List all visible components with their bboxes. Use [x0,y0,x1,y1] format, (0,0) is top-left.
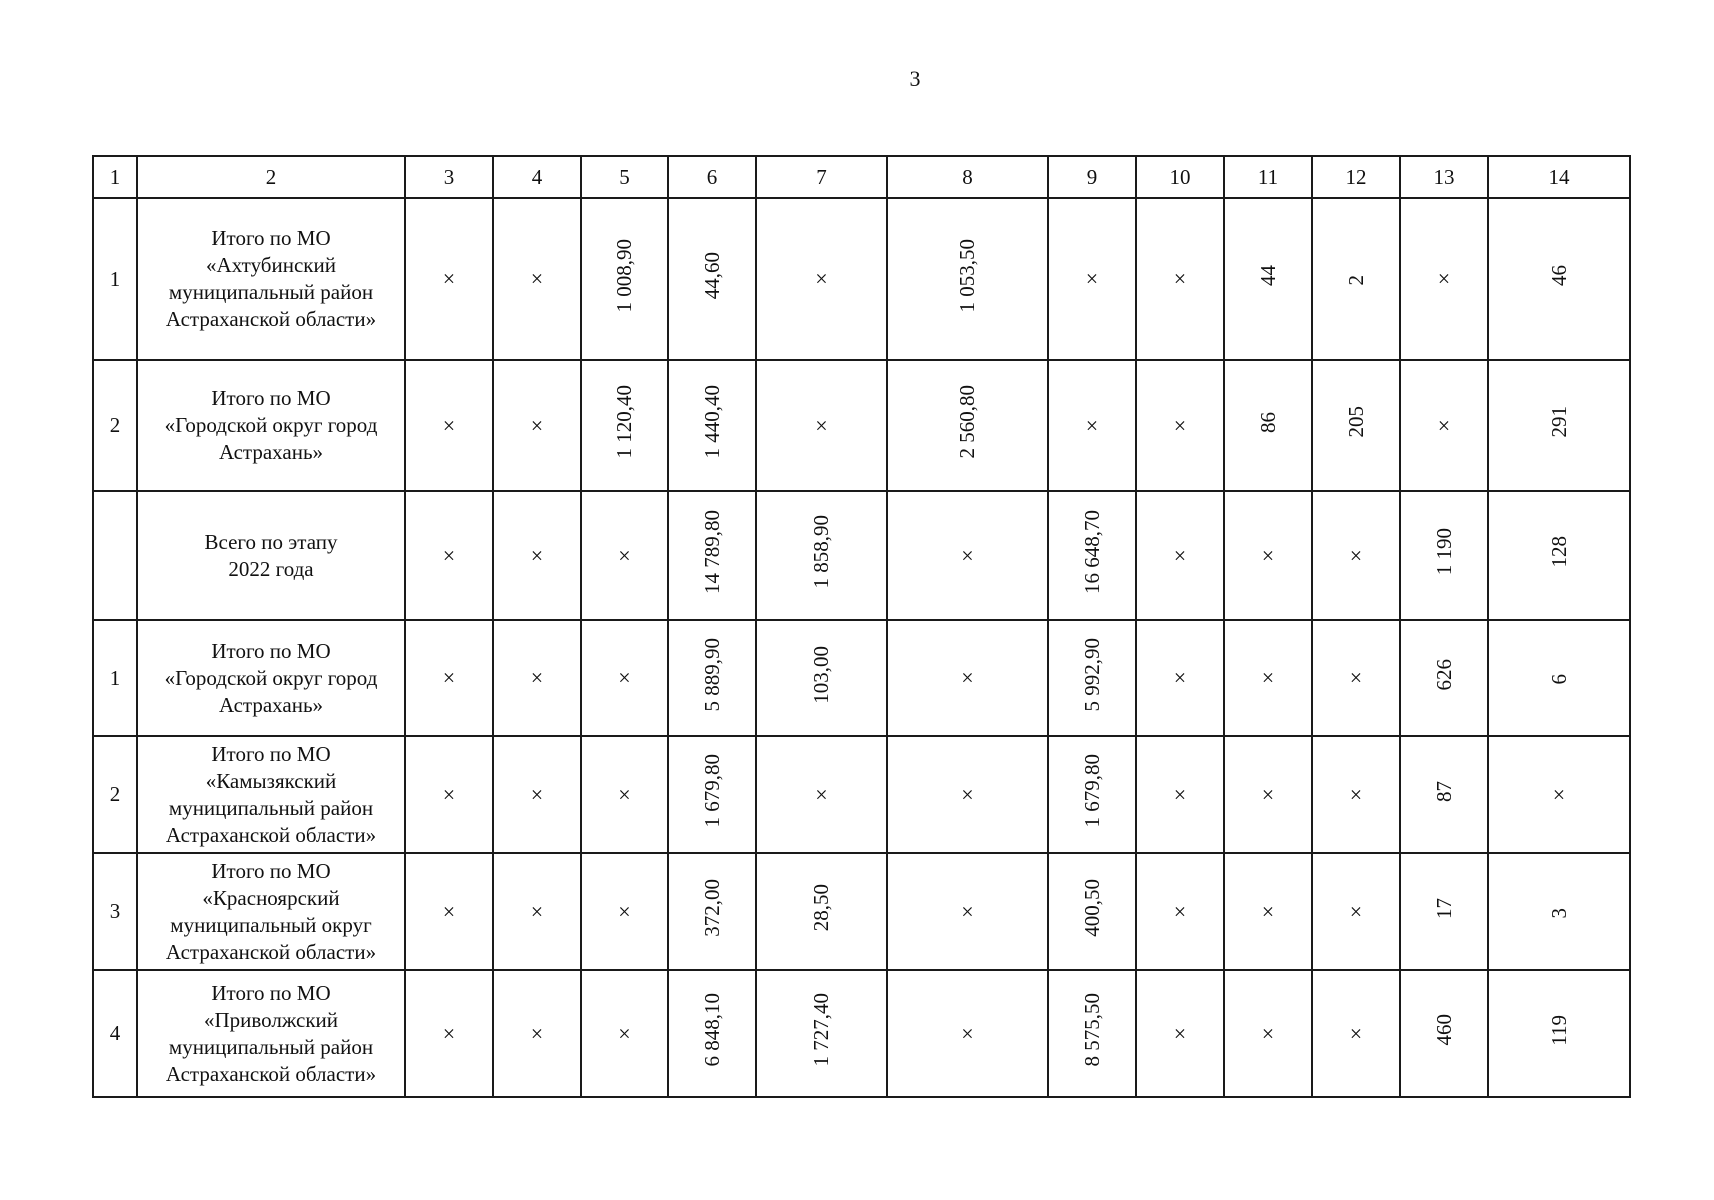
cell-value: × [618,665,631,690]
cell-col14 [1488,736,1630,853]
row-number: 2 [93,736,137,853]
cell-value: × [1349,781,1363,807]
cell-col7 [756,970,887,1097]
row-name [137,970,405,1097]
cell-col13 [1400,736,1488,853]
cell-col13 [1400,360,1488,491]
row-name-line: «Городской округ город [164,665,378,690]
row-name [137,853,405,970]
table-row [93,198,1630,360]
cell-col10 [1136,970,1224,1097]
cell-col7 [756,736,887,853]
cell-value: × [1085,266,1099,291]
cell-value: × [1437,412,1451,438]
cell-col3 [405,491,493,620]
cell-value: 44,60 [699,251,724,300]
row-name [137,360,405,491]
cell-col5 [581,491,668,620]
cell-value: 2 560,80 [955,385,979,459]
cell-value: 17 [1431,897,1456,919]
table-row [93,736,1630,853]
row-name-line: Итого по МО [211,858,331,883]
cell-value: × [1261,1020,1275,1046]
row-number [93,491,137,620]
cell-col14 [1488,198,1630,360]
cell-value: × [815,412,828,438]
cell-col7 [756,620,887,736]
cell-value: × [442,898,456,924]
cell-col10 [1136,853,1224,970]
cell-col12 [1312,620,1400,736]
cell-value: × [530,412,544,438]
cell-col12 [1312,853,1400,970]
cell-value: 46 [1546,265,1571,286]
row-name [137,198,405,360]
cell-col11 [1224,736,1312,853]
row-name-line: Итого по МО [211,386,331,410]
cell-value: 3 [1546,907,1571,918]
cell-col5 [581,620,668,736]
header-cell: 13 [1400,156,1488,198]
header-cell: 2 [137,156,405,198]
header-cell: 3 [405,156,493,198]
cell-value: 1 008,90 [612,238,636,313]
cell-col7 [756,491,887,620]
cell-value: × [961,1020,974,1046]
cell-col4 [493,736,581,853]
cell-col12 [1312,360,1400,491]
cell-value: × [1261,542,1275,568]
cell-col6 [668,198,756,360]
cell-value: × [530,781,544,807]
cell-value: 626 [1431,658,1456,691]
cell-value: 400,50 [1079,879,1104,937]
cell-col3 [405,198,493,360]
cell-value: 1 679,80 [699,754,724,828]
row-name-line: «Городской округ город [164,413,378,437]
table-row [93,491,1630,620]
cell-col6 [668,491,756,620]
cell-col9 [1048,360,1136,491]
cell-value: × [1349,898,1363,924]
cell-value: × [1261,898,1275,924]
cell-value: 5 889,90 [699,637,724,712]
row-name-line: Итого по МО [211,980,331,1005]
cell-value: × [961,781,974,807]
header-cell: 6 [668,156,756,198]
cell-value: × [1349,1020,1363,1046]
row-name-line: Астраханской области» [165,1061,377,1086]
cell-col9 [1048,491,1136,620]
row-name-line: муниципальный район [168,1034,374,1059]
row-number: 1 [93,620,137,736]
header-cell: 10 [1136,156,1224,198]
row-name-line: «Красноярский [202,885,340,910]
cell-value: 1 120,40 [612,385,636,459]
cell-value: × [530,266,544,291]
cell-col11 [1224,198,1312,360]
cell-col4 [493,970,581,1097]
header-cell: 1 [93,156,137,198]
cell-col8 [887,853,1048,970]
cell-col12 [1312,970,1400,1097]
cell-value: × [530,542,544,568]
cell-col9 [1048,198,1136,360]
cell-value: 1 679,80 [1079,754,1104,828]
cell-col7 [756,360,887,491]
header-cell: 5 [581,156,668,198]
cell-value: × [1437,266,1451,291]
row-name [137,620,405,736]
cell-col6 [668,853,756,970]
cell-value: 6 848,10 [699,993,724,1067]
cell-col10 [1136,491,1224,620]
row-name-line: муниципальный округ [170,912,372,937]
cell-value: × [442,412,456,438]
cell-col6 [668,736,756,853]
cell-col5 [581,853,668,970]
cell-col11 [1224,620,1312,736]
cell-value: × [442,266,456,291]
cell-value: × [530,665,544,690]
cell-col11 [1224,853,1312,970]
cell-value: × [1173,266,1187,291]
cell-value: × [961,542,974,568]
cell-value: × [1349,665,1363,690]
cell-col5 [581,736,668,853]
row-number: 3 [93,853,137,970]
cell-value: × [1173,542,1187,568]
cell-value: × [1349,542,1363,568]
cell-value: × [618,1020,631,1046]
cell-col14 [1488,853,1630,970]
cell-col12 [1312,736,1400,853]
row-name-line: муниципальный район [168,795,374,820]
cell-value: × [1173,1020,1187,1046]
cell-value: × [815,781,828,807]
cell-value: × [961,898,974,924]
cell-col4 [493,491,581,620]
cell-col10 [1136,620,1224,736]
cell-col8 [887,198,1048,360]
cell-col11 [1224,970,1312,1097]
cell-col10 [1136,736,1224,853]
cell-col4 [493,198,581,360]
cell-value: 6 [1546,674,1571,685]
cell-value: × [1085,412,1099,438]
header-cell: 14 [1488,156,1630,198]
cell-value: 8 575,50 [1079,993,1104,1067]
header-cell: 7 [756,156,887,198]
cell-col7 [756,198,887,360]
cell-value: 87 [1431,780,1456,802]
row-number: 4 [93,970,137,1097]
cell-value: 1 727,40 [809,993,833,1067]
cell-value: 460 [1431,1014,1456,1046]
cell-value: 119 [1546,1014,1571,1046]
cell-value: × [1173,412,1187,438]
cell-col8 [887,736,1048,853]
table-row [93,970,1630,1097]
cell-col8 [887,491,1048,620]
cell-col14 [1488,360,1630,491]
row-name-line: Итого по МО [211,638,331,663]
cell-value: × [1261,665,1275,690]
row-name-line: Астрахань» [218,692,324,717]
cell-value: × [618,781,631,807]
cell-col14 [1488,620,1630,736]
cell-value: 14 789,80 [699,510,724,594]
cell-col9 [1048,853,1136,970]
cell-value: 5 992,90 [1079,637,1104,712]
header-cell: 4 [493,156,581,198]
cell-col11 [1224,491,1312,620]
cell-value: × [1173,665,1187,690]
cell-col3 [405,970,493,1097]
cell-col6 [668,620,756,736]
row-number: 1 [93,198,137,360]
cell-col14 [1488,970,1630,1097]
cell-value: 205 [1343,406,1368,438]
cell-col14 [1488,491,1630,620]
cell-value: × [618,542,631,568]
cell-col8 [887,970,1048,1097]
cell-col3 [405,620,493,736]
row-name-line: «Приволжский [203,1007,338,1032]
cell-value: 1 858,90 [809,515,833,589]
row-name-line: Астраханской области» [165,939,377,964]
cell-col4 [493,620,581,736]
cell-col10 [1136,360,1224,491]
cell-col9 [1048,736,1136,853]
row-name-line: «Камызякский [205,768,337,793]
cell-value: × [1261,781,1275,807]
cell-col11 [1224,360,1312,491]
cell-col6 [668,360,756,491]
header-cell: 9 [1048,156,1136,198]
cell-col9 [1048,970,1136,1097]
cell-value: 291 [1546,406,1571,438]
table-row [93,853,1630,970]
cell-col3 [405,853,493,970]
cell-value: 103,00 [809,645,833,704]
cell-col5 [581,970,668,1097]
header-cell: 12 [1312,156,1400,198]
cell-value: × [815,266,828,291]
cell-value: × [530,1020,544,1046]
cell-col7 [756,853,887,970]
header-cell: 8 [887,156,1048,198]
row-name [137,491,405,620]
header-cell: 11 [1224,156,1312,198]
cell-col13 [1400,970,1488,1097]
cell-value: × [442,542,456,568]
row-number: 2 [93,360,137,491]
cell-col4 [493,360,581,491]
table-row [93,620,1630,736]
row-name-line: Итого по МО [211,226,331,250]
cell-value: × [618,898,631,924]
cell-value: 2 [1343,275,1368,286]
page-number: 3 [909,66,921,91]
cell-value: × [1173,898,1187,924]
row-name-line: 2022 года [228,556,314,581]
cell-col6 [668,970,756,1097]
cell-value: 1 190 [1431,528,1456,576]
cell-value: × [530,898,544,924]
row-name-line: Всего по этапу [204,529,338,554]
cell-col12 [1312,198,1400,360]
cell-value: × [442,1020,456,1046]
cell-value: × [1552,781,1566,807]
cell-value: 128 [1546,536,1571,568]
cell-value: 1 440,40 [699,385,724,459]
cell-col13 [1400,853,1488,970]
cell-col13 [1400,491,1488,620]
cell-col13 [1400,198,1488,360]
cell-col13 [1400,620,1488,736]
cell-value: 372,00 [699,879,724,937]
row-name-line: Итого по МО [211,741,331,766]
row-name [137,736,405,853]
cell-col9 [1048,620,1136,736]
cell-col10 [1136,198,1224,360]
cell-col3 [405,360,493,491]
cell-col8 [887,360,1048,491]
cell-col3 [405,736,493,853]
cell-col12 [1312,491,1400,620]
cell-value: × [442,781,456,807]
cell-col4 [493,853,581,970]
cell-value: 86 [1255,411,1280,433]
cell-col5 [581,198,668,360]
row-name-line: Астраханской области» [165,307,377,331]
cell-col5 [581,360,668,491]
row-name-line: муниципальный район [168,280,374,304]
data-table [92,155,1631,1098]
row-name-line: «Ахтубинский [206,253,336,277]
cell-value: × [442,665,456,690]
cell-value: 44 [1255,265,1280,286]
cell-value: × [1173,781,1187,807]
cell-value: 1 053,50 [955,238,979,313]
cell-col8 [887,620,1048,736]
row-name-line: Астрахань» [218,440,324,464]
cell-value: × [961,665,974,690]
cell-value: 28,50 [809,884,833,932]
row-name-line: Астраханской области» [165,822,377,847]
cell-value: 16 648,70 [1079,510,1104,594]
table-row [93,360,1630,491]
header-row [93,156,1630,198]
